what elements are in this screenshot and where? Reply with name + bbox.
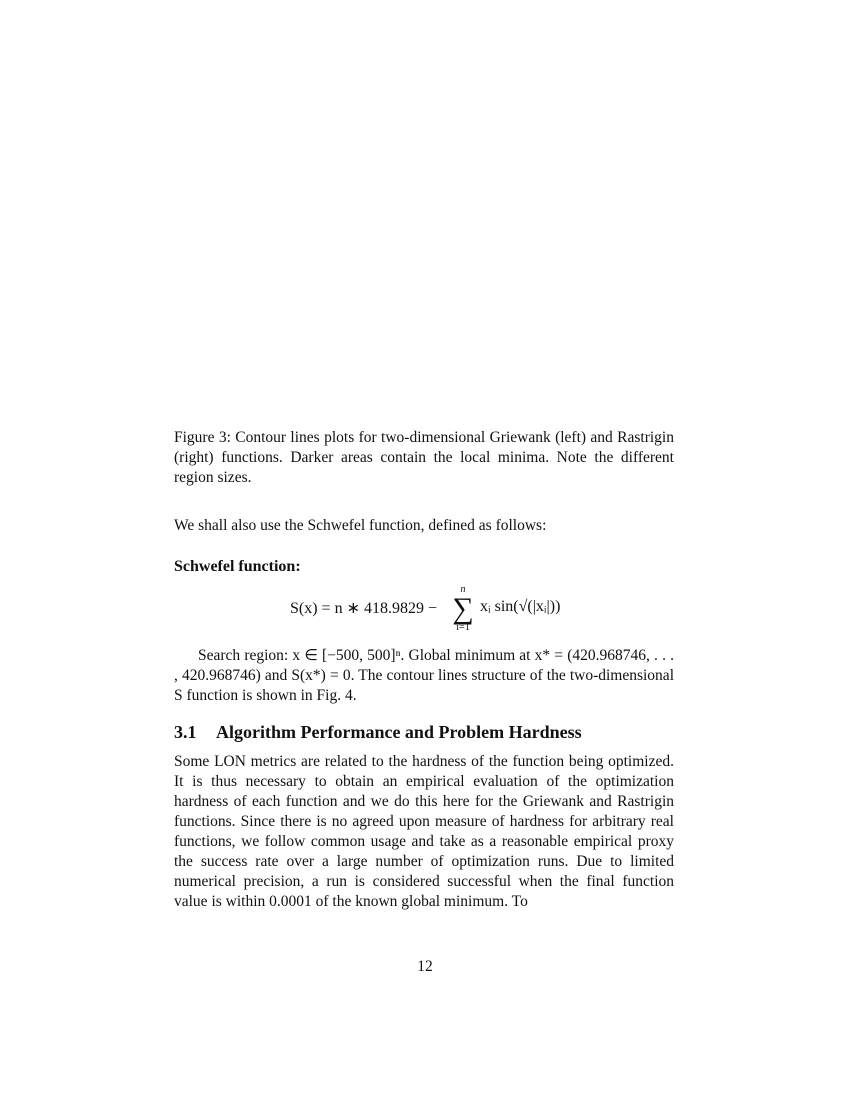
section-heading-block (174, 722, 674, 743)
sum-upper-limit: n (460, 584, 466, 595)
function-heading: Schwefel function: (174, 558, 301, 575)
schwefel-equation (290, 585, 650, 635)
figure-caption-block (174, 428, 674, 488)
rastrigin-plot-svg (426, 184, 648, 402)
equation-rhs: xᵢ sin(√(|xᵢ|)) (480, 598, 561, 615)
body-block (174, 752, 674, 912)
summation-symbol (450, 585, 476, 633)
search-region-text: Search region: x ∈ [−500, 500]ⁿ. Global minimum at x* = (420.968746, . . . , 420.968746) and S(x*) = 0. The contour lines structure of the two-dimensional S function is shown in Fig. 4. (174, 647, 674, 704)
body-paragraph: Some LON metrics are related to the hardness of the function being optimized. It is thus necessary to obtain an empirical evaluation of the optimization hardness of each function and we do this here for the Griewank and Rastrigin functions. Since there is no agreed upon measure of hardness for arbitrary real functions, we follow common usage and take as a reasonable empirical proxy the success rate over a large number of optimization runs. Due to limited numerical precision, a run is considered successful when the final function value is within 0.0001 of the known global minimum. To (174, 753, 674, 910)
section-number: 3.1 (174, 722, 197, 742)
search-region-block (174, 646, 674, 706)
equation-lhs: S(x) = n ∗ 418.9829 − (290, 600, 438, 617)
section-title: Algorithm Performance and Problem Hardness (216, 722, 582, 742)
figure-caption: Figure 3: Contour lines plots for two-dimensional Griewank (left) and Rastrigin (right) functions. Darker areas contain the local minima. Note the different region sizes. (174, 429, 674, 486)
griewank-plot-svg (196, 184, 416, 402)
sigma-glyph: ∑ (452, 592, 474, 625)
function-heading-block (174, 556, 674, 576)
sum-lower-limit: i=1 (456, 622, 470, 633)
intro-text: We shall also use the Schwefel function, defined as follows: (174, 517, 547, 534)
rastrigin-contour-plot (426, 184, 648, 402)
section-heading (174, 722, 582, 742)
griewank-contour-plot (196, 184, 416, 402)
intro-block (174, 516, 674, 536)
page-number: 12 (417, 958, 433, 975)
